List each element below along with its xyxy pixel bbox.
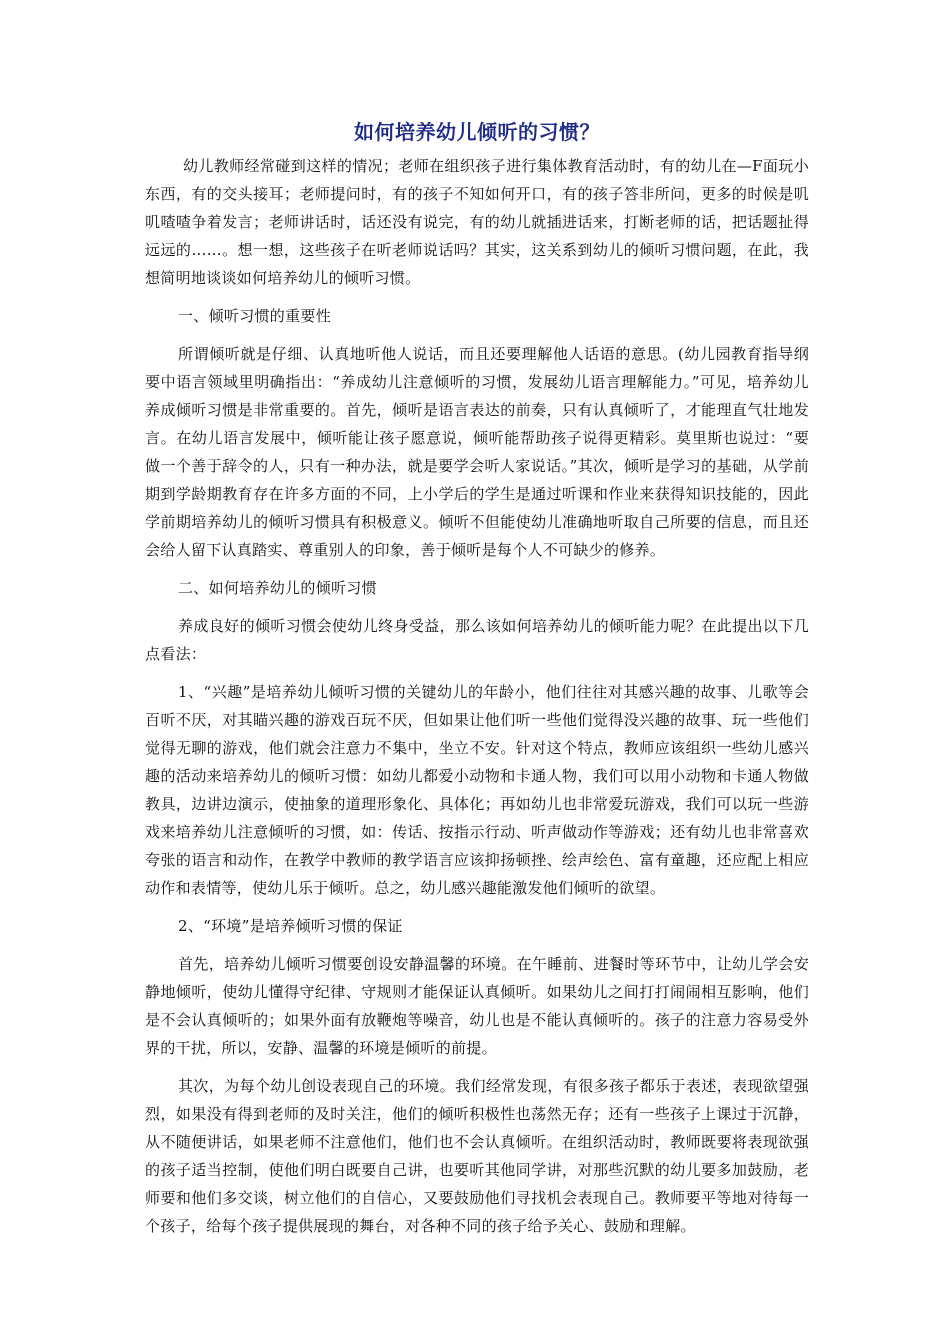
point2-paragraph-2: 其次，为每个幼儿创设表现自己的环境。我们经常发现，有很多孩子都乐于表述，表现欲望强烈，如果没有得到老师的及时关注，他们的倾听积极性也荡然无存；还有一些孩子上课过于沉静，从不随便讲话，如果老师不注意他们，他们也不会认真倾听。在组织活动时，教师既要将表现欲强的孩子适当控制，使他们明白既要自己讲，也要听其他同学讲，对那些沉默的幼儿要多加鼓励，老师要和他们多交谈，树立他们的自信心，又要鼓励他们寻找机会表现自己。教师要平等地对待每一个孩子，给每个孩子提供展现的舞台，对各种不同的孩子给予关心、鼓励和理解。	[145, 1077, 809, 1235]
point1-paragraph: 1、“兴趣”是培养幼儿倾听习惯的关键幼儿的年龄小，他们往往对其感兴趣的故事、儿歌等会百听不厌，对其瞄兴趣的游戏百玩不厌，但如果让他们听一些他们觉得没兴趣的故事、玩一些他们觉得无聊的游戏，他们就会注意力不集中，坐立不安。针对这个特点，教师应该组织一些幼儿感兴趣的活动来培养幼儿的倾听习惯：如幼儿都爱小动物和卡通人物，我们可以用小动物和卡通人物做教具，边讲边演示，使抽象的道理形象化、具体化；再如幼儿也非常爱玩游戏，我们可以玩一些游戏来培养幼儿注意倾听的习惯，如：传话、按指示行动、听声做动作等游戏；还有幼儿也非常喜欢夸张的语言和动作，在教学中教师的教学语言应该抑扬顿挫、绘声绘色、富有童趣，还应配上相应动作和表情等，使幼儿乐于倾听。总之，幼儿感兴趣能激发他们倾听的欲望。	[145, 683, 809, 897]
document-page	[145, 118, 809, 1240]
intro-paragraph: 幼儿教师经常碰到这样的情况；老师在组织孩子进行集体教育活动时，有的幼儿在—F面玩小东西，有的交头接耳；老师提问时，有的孩子不知如何开口，有的孩子答非所问，更多的时候是叽叽喳喳争着发言；老师讲话时，话还没有说完，有的幼儿就插进话来，打断老师的话，把话题扯得远远的……。想一想，这些孩子在听老师说话吗？其实，这关系到幼儿的倾听习惯问题，在此，我想简明地谈谈如何培养幼儿的倾听习惯。	[145, 157, 809, 287]
section1-paragraph: 所谓倾听就是仔细、认真地听他人说话，而且还要理解他人话语的意思。(幼儿园教育指导纲要中语言领域里明确指出：“养成幼儿注意倾听的习惯，发展幼儿语言理解能力。”可见，培养幼儿养成倾听习惯是非常重要的。首先，倾听是语言表达的前奏，只有认真倾听了，才能理直气壮地发言。在幼儿语言发展中，倾听能让孩子愿意说，倾听能帮助孩子说得更精彩。莫里斯也说过：“要做一个善于辞令的人，只有一种办法，就是要学会听人家说话。”其次，倾听是学习的基础，从学前期到学龄期教育存在许多方面的不同，上小学后的学生是通过听课和作业来获得知识技能的，因此学前期培养幼儿的倾听习惯具有积极意义。倾听不但能使幼儿准确地听取自己所要的信息，而且还会给人留下认真踏实、尊重别人的印象，善于倾听是每个人不可缺少的修养。	[145, 345, 809, 559]
section2-paragraph: 养成良好的倾听习惯会使幼儿终身受益，那么该如何培养幼儿的倾听能力呢？在此提出以下几点看法：	[145, 617, 809, 663]
point2-paragraph-1: 首先，培养幼儿倾听习惯要创设安静温馨的环境。在午睡前、进餐时等环节中，让幼儿学会安静地倾听，使幼儿懂得守纪律、守规则才能保证认真倾听。如果幼儿之间打打闹闹相互影响，他们是不会认真倾听的；如果外面有放鞭炮等噪音，幼儿也是不能认真倾听的。孩子的注意力容易受外界的干扰，所以，安静、温馨的环境是倾听的前提。	[145, 955, 809, 1057]
point2-heading: 2、“环境”是培养倾听习惯的保证	[178, 917, 403, 935]
section1-heading: 一、倾听习惯的重要性	[178, 307, 332, 325]
section2-heading: 二、如何培养幼儿的倾听习惯	[178, 579, 377, 597]
document-title: 如何培养幼儿倾听的习惯？	[354, 120, 600, 144]
